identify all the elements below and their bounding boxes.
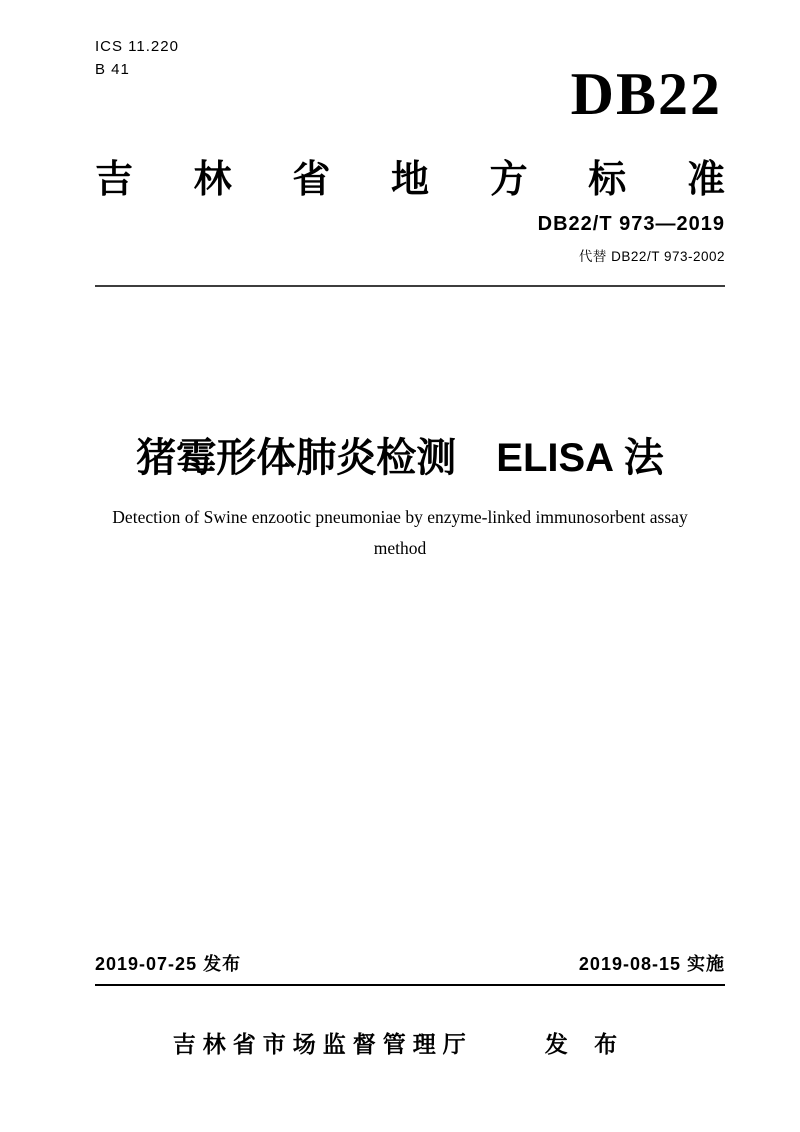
english-title-line2: method xyxy=(373,537,427,558)
english-title-line1: Detection of Swine enzootic pneumoniae by enzyme-linked immunosorbent assay xyxy=(112,507,688,527)
standard-type-char: 准 xyxy=(686,159,725,201)
db22-logo: DB22 xyxy=(570,61,722,127)
standard-type-char: 省 xyxy=(292,159,331,201)
implementation-date: 2019-08-15 实施 xyxy=(578,954,725,974)
publish-label: 发 布 xyxy=(544,1031,628,1057)
replaces-note: 代替 DB22/T 973-2002 xyxy=(578,249,725,264)
ics-classification xyxy=(95,36,179,81)
standard-type-title xyxy=(95,148,725,203)
publisher-name: 吉林省市场监督管理厅 xyxy=(172,1031,473,1057)
header-divider xyxy=(95,285,725,287)
standard-number: DB22/T 973—2019 xyxy=(537,213,725,235)
dates-row xyxy=(95,950,725,986)
standard-type-char: 林 xyxy=(193,159,232,201)
page-title: 猪霉形体肺炎检测 ELISA 法 xyxy=(136,436,664,480)
standard-type-char: 地 xyxy=(390,159,429,201)
standard-type-char: 吉 xyxy=(95,159,134,201)
standard-type-char: 标 xyxy=(588,159,627,201)
publisher-row xyxy=(0,1026,800,1059)
issue-date: 2019-07-25 发布 xyxy=(95,954,242,974)
doc-class-code: B 41 xyxy=(95,60,130,78)
standard-type-char: 方 xyxy=(489,159,528,201)
english-title xyxy=(60,502,740,563)
ics-code: ICS 11.220 xyxy=(95,38,179,55)
